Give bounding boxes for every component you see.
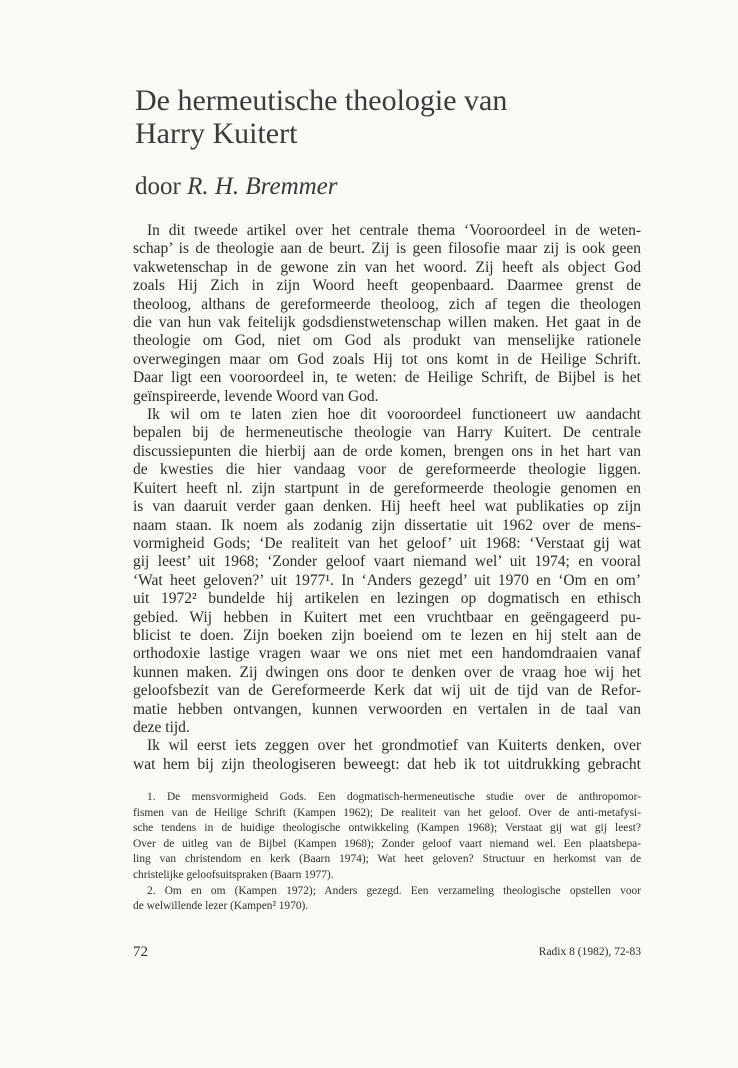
body-line: vakwetenschap in de gewone zin van het woord. Zij heeft als object God [133, 258, 641, 276]
body-line: Ik wil om te laten zien hoe dit vooroordeel functioneert uw aandacht [147, 406, 641, 424]
body-line: Kuitert heeft nl. zijn startpunt in de gereformeerde theologie genomen en [133, 479, 641, 497]
body-line: de kwesties die hier vandaag voor de gereformeerde theologie liggen. [133, 461, 641, 479]
journal-citation: Radix 8 (1982), 72-83 [538, 946, 641, 958]
body-line: deze tijd. [133, 718, 190, 736]
footnote-line: de welwillende lezer (Kampen² 1970). [133, 900, 309, 913]
footnote-line: sche tendens in de huidige theologische ontwikkeling (Kampen 1968); Verstaat gij wat gij leest? [133, 822, 641, 835]
footnote-line: 2. Om en om (Kampen 1972); Anders gezegd. Een verzameling theologische opstellen voor [147, 884, 641, 897]
footnote-line: fismen van de Heilige Schrift (Kampen 1962); De realiteit van het geloof. Over de anti-metafysi- [133, 806, 641, 819]
article-title [135, 84, 675, 150]
body-line: uit 1972² bundelde hij artikelen en lezingen op dogmatisch en ethisch [133, 590, 641, 608]
footnotes [133, 790, 641, 915]
byline [135, 172, 338, 202]
body-line: In dit tweede artikel over het centrale thema ‘Vooroordeel in de weten- [147, 222, 641, 239]
footnote-line: 1. De mensvormigheid Gods. Een dogmatisch-hermeneutische studie over de anthropomor- [147, 791, 641, 803]
body-line: bepalen bij de hermeneutische theologie van Harry Kuitert. De centrale [133, 424, 641, 442]
footnote-line: christelijke geloofsuitspraken (Baarn 1977). [133, 868, 334, 881]
body-line: die van hun vak feitelijk godsdienstwetenschap willen maken. Het gaat in de [133, 314, 641, 332]
body-line: kunnen maken. Zij dwingen ons door te denken over de vraag hoe wij het [133, 663, 641, 681]
body-line: is van daaruit verder gaan denken. Hij heeft heel wat publikaties op zijn [133, 498, 641, 516]
page-number: 72 [133, 944, 148, 960]
body-line: ‘Wat heet geloven?’ uit 1977¹. In ‘Anders gezegd’ uit 1970 en ‘Om en om’ [133, 571, 641, 589]
body-line: wat hem bij zijn theologiseren beweegt: dat heb ik tot uitdrukking gebracht [133, 755, 641, 773]
body-line: overwegingen maar om God zoals Hij tot ons komt in de Heilige Schrift. [133, 350, 641, 368]
author-name: R. H. Bremmer [187, 173, 338, 200]
body-line: schap’ is de theologie aan de beurt. Zij is geen filosofie maar zij is ook geen [133, 240, 641, 258]
body-line: Daar ligt een vooroordeel in, te weten: de Heilige Schrift, de Bijbel is het [133, 369, 641, 387]
body-line: gebied. Wij hebben in Kuitert met een vruchtbaar en geëngageerd pu- [133, 608, 641, 626]
body-line: gij leest’ uit 1968; ‘Zonder geloof vaart niemand wel’ uit 1974; en vooral [133, 553, 641, 571]
title-line: Harry Kuitert [135, 117, 298, 150]
body-line: vormigheid Gods; ‘De realiteit van het geloof’ uit 1968: ‘Verstaat gij wat [133, 534, 641, 552]
body-line: naam staan. Ik noem als zodanig zijn dissertatie uit 1962 over de mens- [133, 516, 641, 534]
body-line: Ik wil eerst iets zeggen over het grondmotief van Kuiterts denken, over [147, 737, 641, 755]
body-text [133, 222, 641, 774]
body-line: blicist te doen. Zijn boeken zijn boeiend om te lezen en hij stelt aan de [133, 626, 641, 644]
body-line: orthodoxie lastige vragen waar we ons niet met een handomdraaien vanaf [133, 645, 641, 663]
body-line: matie hebben ontvangen, kunnen verwoorden en vertalen in de taal van [133, 700, 641, 718]
body-line: theoloog, althans de gereformeerde theoloog, zich af tegen die theologen [133, 295, 641, 313]
title-line: De hermeutische theologie van [135, 84, 508, 117]
body-line: zoals Hij Zich in zijn Woord heeft geopenbaard. Daarmee grenst de [133, 277, 641, 295]
body-line: geïnspireerde, levende Woord van God. [133, 387, 379, 405]
footnote-line: Over de uitleg van de Bijbel (Kampen 1968); Zonder geloof vaart niemand wel. Een plaatsbepa- [133, 837, 641, 850]
body-line: discussiepunten die hierbij aan de orde komen, brengen ons in het hart van [133, 442, 641, 460]
body-line: geloofsbezit van de Gereformeerde Kerk dat wij uit de tijd van de Refor- [133, 682, 641, 700]
byline-prefix: door [135, 173, 181, 200]
body-line: theologie om God, niet om God als produkt van menselijke rationele [133, 332, 641, 350]
footnote-line: ling van christendom en kerk (Baarn 1974); Wat heet geloven? Structuur en herkomst van de [133, 853, 641, 866]
